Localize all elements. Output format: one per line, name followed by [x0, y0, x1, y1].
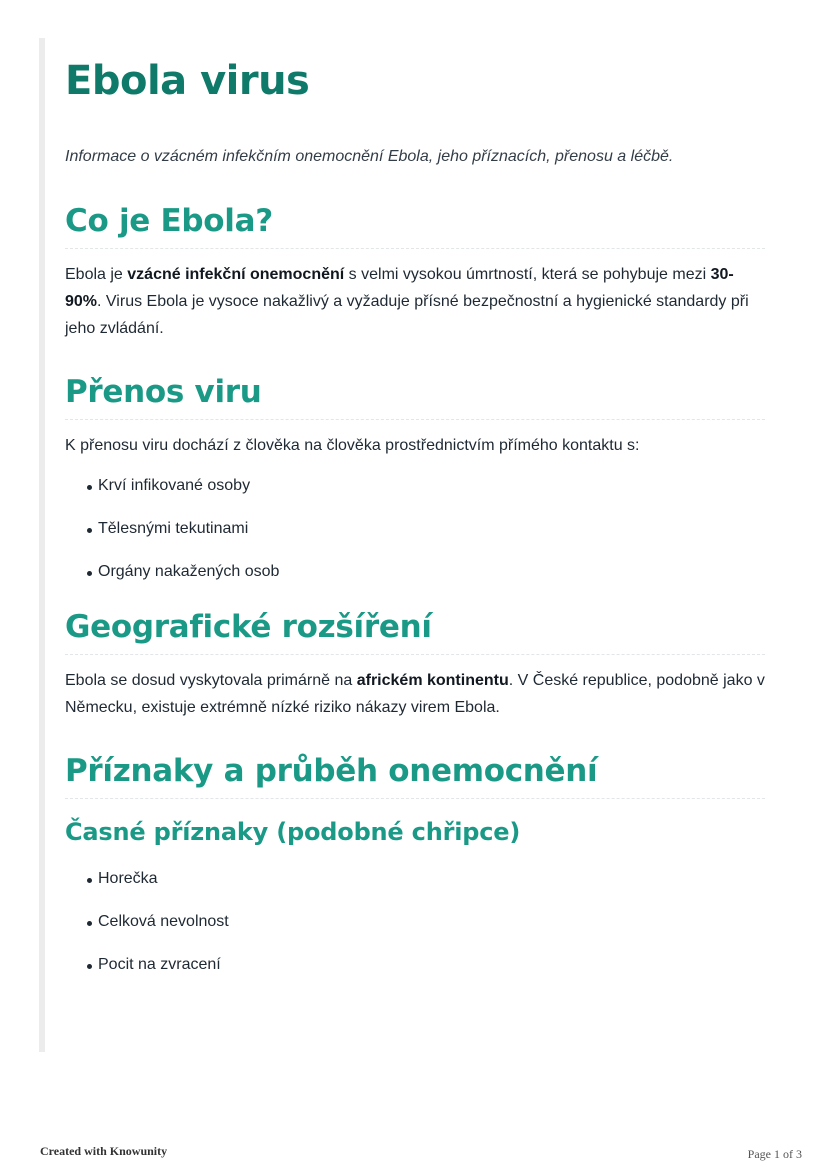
list-item: Pocit na zvracení — [87, 954, 765, 976]
bold-text-rare-disease: vzácné infekční onemocnění — [127, 266, 345, 283]
bold-text-continent: africkém kontinentu — [356, 672, 509, 689]
section-heading-symptoms: Příznaky a průběh onemocnění — [65, 750, 765, 799]
document-subtitle: Informace o vzácném infekčním onemocnění Ebola, jeho příznacích, přenosu a léčbě. — [65, 148, 674, 165]
footer-page-number: Page 1 of 3 — [747, 1147, 802, 1161]
list-item: Tělesnými tekutinami — [87, 518, 765, 540]
section-heading-geography: Geografické rozšíření — [65, 606, 765, 655]
footer-created-with: Created with Knowunity — [40, 1144, 168, 1158]
early-symptoms-list — [87, 868, 765, 976]
text-run: . Virus Ebola je vysoce nakažlivý a vyžaduje přísné bezpečnostní a hygienické standardy při jeho zvládání. — [65, 293, 749, 337]
text-run: Ebola se dosud vyskytovala primárně na — [65, 672, 357, 689]
section-heading-transmission: Přenos viru — [65, 371, 765, 420]
subsection-heading-early-symptoms: Časné příznaky (podobné chřipce) — [65, 818, 521, 846]
left-accent-bar — [39, 38, 45, 1052]
transmission-intro: K přenosu viru dochází z člověka na člověka prostřednictvím přímého kontaktu s: — [65, 437, 640, 454]
document-content — [65, 50, 765, 976]
list-item: Horečka — [87, 868, 765, 890]
section-heading-what-is-ebola: Co je Ebola? — [65, 200, 765, 249]
what-is-ebola-paragraph — [65, 261, 765, 342]
text-run: s velmi vysokou úmrtností, která se pohybuje mezi — [344, 266, 711, 283]
geography-paragraph — [65, 667, 765, 721]
text-run: . V České republice, podobně jako v Německu, existuje extrémně nízké riziko nákazy virem Ebola. — [65, 672, 765, 716]
text-run: Ebola je — [65, 266, 128, 283]
list-item: Orgány nakažených osob — [87, 561, 765, 583]
transmission-list — [87, 475, 765, 583]
list-item: Celková nevolnost — [87, 911, 765, 933]
page-title: Ebola virus — [65, 58, 310, 104]
bold-text-mortality: 30-90% — [65, 266, 734, 310]
list-item: Krví infikované osoby — [87, 475, 765, 497]
